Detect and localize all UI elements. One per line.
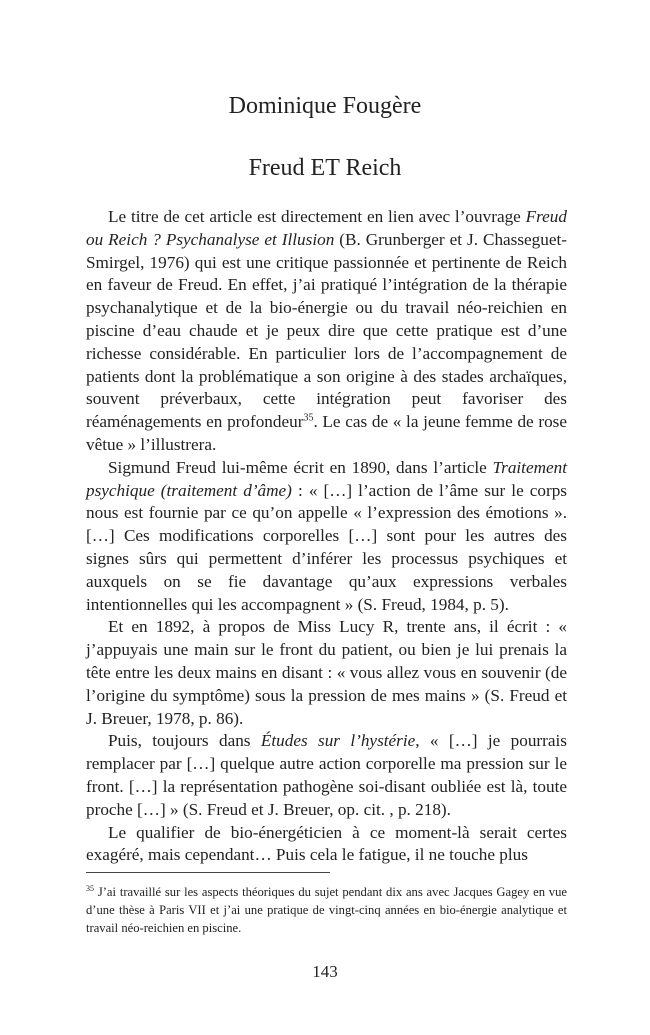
chapter-title: Freud ET Reich: [248, 155, 402, 181]
paragraph-5: Le qualifier de bio-énergéticien à ce moment-là serait certes exagéré, mais cependant… Puis cela le fatigue, il ne touche plus: [86, 822, 567, 865]
cited-work-title: Traitement psychique (traitement d’âme): [86, 457, 567, 500]
paragraph-4-text-b: , « […] je pourrais remplacer par […] quelque autre action corporelle ma pression sur le front. […] la représentation pathogène soi-disant oubliée est là, toute proche […] » (S. Freud et J. Breuer, op. cit. , p. 218).: [86, 731, 567, 819]
paragraph-2: [86, 457, 567, 617]
footnote: [86, 883, 567, 937]
paragraph-4-text-a: Puis, toujours dans: [108, 731, 261, 751]
cited-work-title: Études sur l’hystérie: [260, 731, 416, 751]
page-number: 143: [312, 962, 338, 981]
footnote-text: J’ai travaillé sur les aspects théoriques du sujet pendant dix ans avec Jacques Gagey en vue d’une thèse à Paris VII et j’ai une pratique de vingt-cinq années en bio-énergie analytique et travail néo-reichien en piscine.: [86, 885, 567, 935]
paragraph-1-text-c: . Le cas de « la jeune femme de rose vêtue » l’illustrera.: [86, 412, 567, 454]
body-text: [86, 206, 567, 867]
paragraph-1: [86, 206, 567, 457]
footnote-reference[interactable]: 35: [303, 412, 314, 424]
paragraph-2-text-a: Sigmund Freud lui-même écrit en 1890, dans l’article: [108, 457, 493, 477]
paragraph-2-text-b: : « […] l’action de l’âme sur le corps nous est fournie par ce qu’on appelle « l’expression des émotions ». […] Ces modifications corporelles […] sont pour les autres des signes sûrs qui permettent d’inférer les processus psychiques et auxquels on se fie davantage qu’aux expressions verbales intentionnelles qui les accompagnent » (S. Freud, 1984, p. 5).: [86, 480, 567, 614]
footnote-number: 35: [86, 883, 94, 893]
author-name: Dominique Fougère: [228, 93, 422, 119]
paragraph-3: Et en 1892, à propos de Miss Lucy R, trente ans, il écrit : « j’appuyais une main sur le front du patient, ou bien je lui prenais la tête entre les deux mains en disant : « vous allez vous en souvenir (de l’origine du symptôme) sous la pression de mes mains » (S. Freud et J. Breuer, 1978, p. 86).: [86, 617, 567, 728]
paragraph-1-text-b: (B. Grunberger et J. Chasseguet-Smirgel, 1976) qui est une critique passionnée et pertinente de Reich en faveur de Freud. En effet, j’ai pratiqué l’intégration de la thérapie psychanalytique et de la bio-énergie ou du travail néo-reichien en piscine d’eau chaude et je peux dire que cette pratique est d’une richesse considérable. En particulier lors de l’accompagnement de patients dont la problématique a son origine à des stades archaïques, souvent préverbaux, cette intégration peut favoriser des réaménagements en profondeur: [86, 229, 567, 432]
paragraph-1-text-a: Le titre de cet article est directement en lien avec l’ouvrage: [108, 207, 526, 226]
footnote-divider: [86, 872, 330, 873]
paragraph-4: [86, 730, 567, 821]
cited-work-title: Freud ou Reich ? Psychanalyse et Illusion: [86, 207, 567, 249]
